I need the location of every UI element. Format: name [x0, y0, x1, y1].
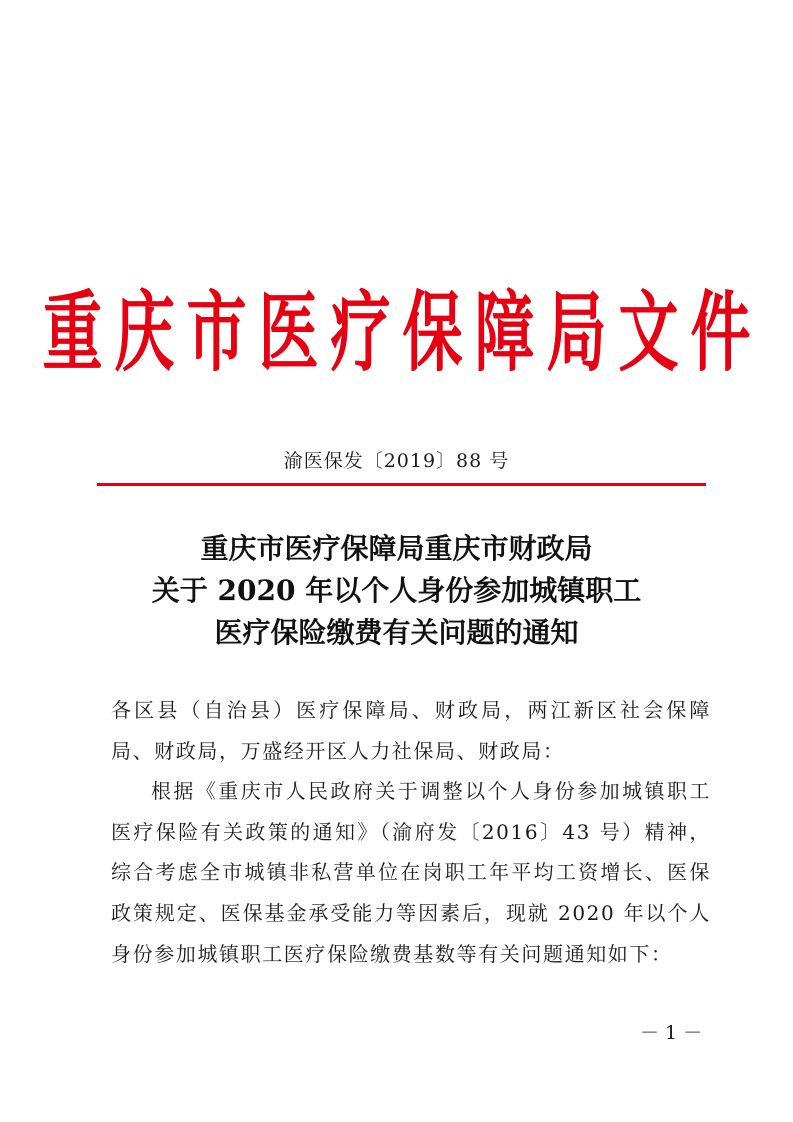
document-masthead: 重庆市医疗保障局文件 [42, 282, 763, 385]
salutation-paragraph: 各区县（自治县）医疗保障局、财政局，两江新区社会保障局、财政局，万盛经开区人力社保局、财政局： [111, 698, 711, 763]
title-line-2: 关于 2020 年以个人身份参加城镇职工 [151, 574, 642, 607]
document-title [0, 528, 793, 654]
body-paragraph: 根据《重庆市人民政府关于调整以个人身份参加城镇职工医疗保险有关政策的通知》（渝府发〔2016〕43 号）精神，综合考虑全市城镇非私营单位在岗职工年平均工资增长、医保政策规定、医保基金承受能力等因素后，现就 2020 年以个人身份参加城镇职工医疗保险缴费基数等有关问题通知如下： [111, 779, 711, 966]
title-line-1: 重庆市医疗保障局重庆市财政局 [200, 532, 593, 565]
document-body [111, 690, 711, 974]
red-separator-line [97, 483, 706, 486]
page-number: － 1 － [640, 1022, 703, 1044]
document-number: 渝医保发〔2019〕88 号 [283, 450, 510, 472]
title-line-3: 医疗保险缴费有关问题的通知 [214, 616, 579, 649]
